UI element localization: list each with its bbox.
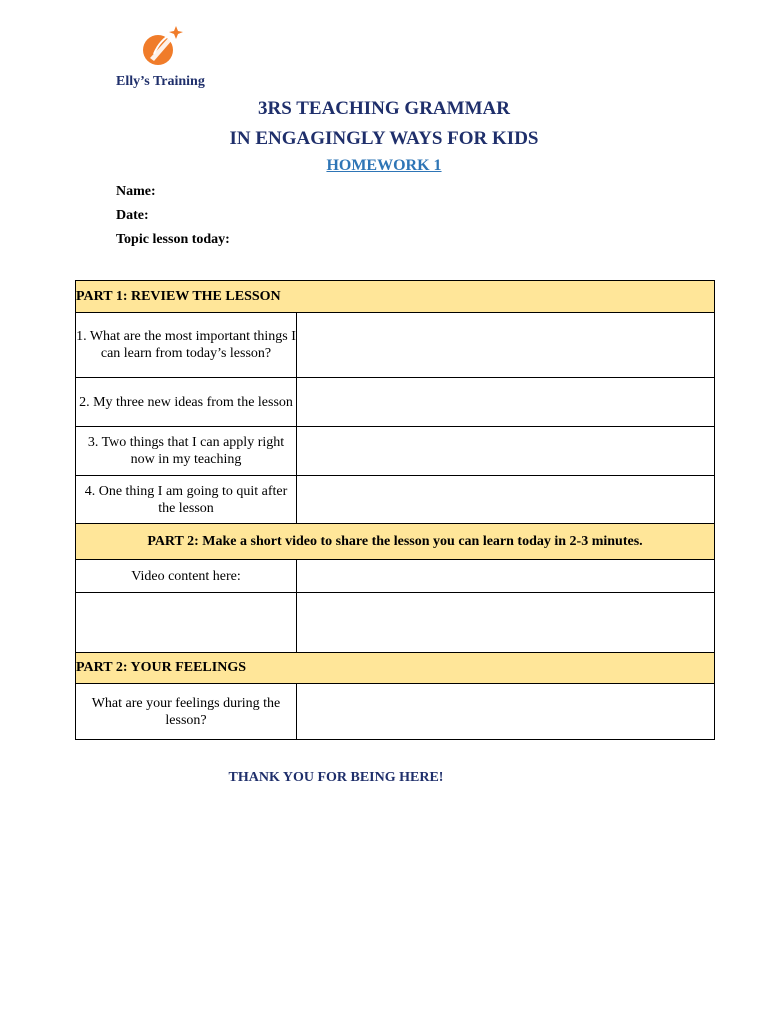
table-row (76, 560, 715, 593)
feelings-answer-field[interactable] (297, 684, 715, 740)
question-2: 2. My three new ideas from the lesson (76, 378, 297, 427)
homework-heading[interactable]: HOMEWORK 1 (326, 157, 442, 174)
table-row (76, 313, 715, 378)
name-label: Name: (116, 184, 156, 199)
question-3: 3. Two things that I can apply right now in my teaching (76, 427, 297, 476)
video-extra-cell[interactable] (76, 593, 297, 653)
table-row (76, 593, 715, 653)
topic-label: Topic lesson today: (116, 232, 230, 247)
table-row (76, 427, 715, 476)
part3-header: PART 2: YOUR FEELINGS (76, 653, 715, 684)
page-title-line2: IN ENGAGINGLY WAYS FOR KIDS (229, 128, 539, 149)
question-4: 4. One thing I am going to quit after the lesson (76, 476, 297, 524)
table-row (76, 476, 715, 524)
video-label: Video content here: (76, 560, 297, 593)
video-extra-field[interactable] (297, 593, 715, 653)
table-row (76, 684, 715, 740)
answer-1-field[interactable] (297, 313, 715, 378)
answer-4-field[interactable] (297, 476, 715, 524)
feelings-question: What are your feelings during the lesson? (76, 684, 297, 740)
brand-name: Elly’s Training (116, 74, 205, 89)
part1-header: PART 1: REVIEW THE LESSON (76, 281, 715, 313)
answer-3-field[interactable] (297, 427, 715, 476)
thank-you-message: THANK YOU FOR BEING HERE! (228, 770, 444, 785)
part2-header: PART 2: Make a short video to share the lesson you can learn today in 2-3 minutes. (76, 524, 715, 560)
homework-table (75, 280, 715, 740)
video-content-field[interactable] (297, 560, 715, 593)
table-row (76, 378, 715, 427)
rocket-logo-icon (140, 24, 184, 68)
answer-2-field[interactable] (297, 378, 715, 427)
question-1: 1. What are the most important things I can learn from today’s lesson? (76, 313, 297, 378)
date-label: Date: (116, 208, 149, 223)
page-title-line1: 3RS TEACHING GRAMMAR (258, 98, 510, 119)
